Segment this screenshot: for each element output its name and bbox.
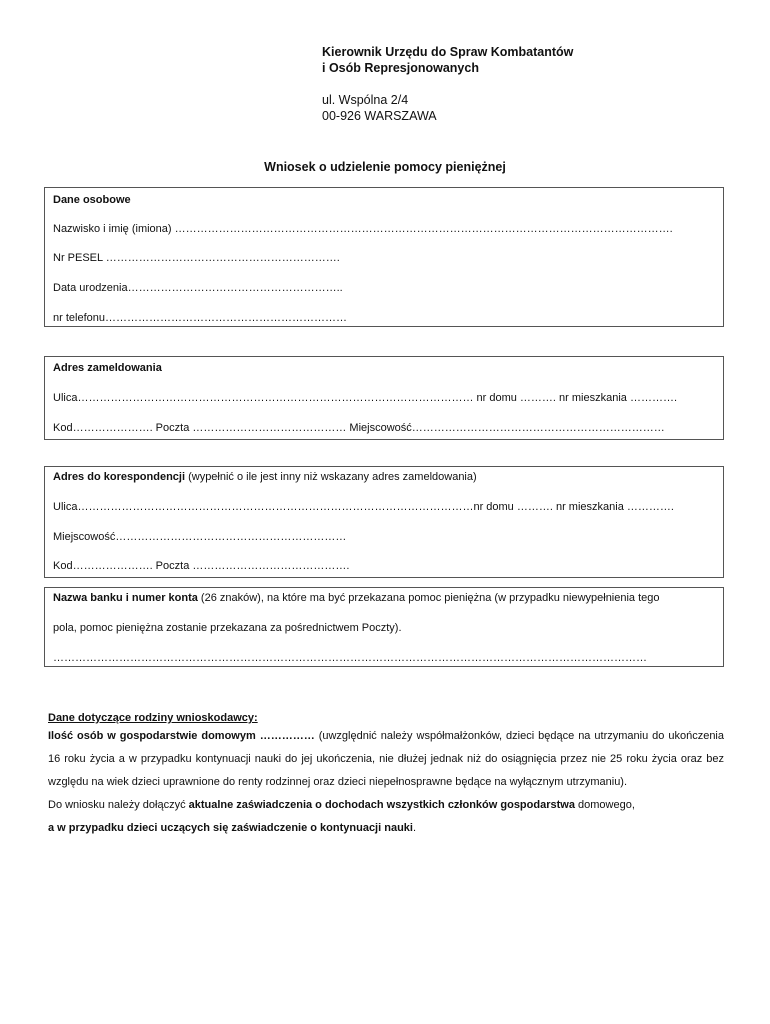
addressee-block [322, 44, 573, 124]
attachment-end: domowego, [574, 799, 635, 811]
registered-code-field[interactable]: Kod…………………. Poczta …………………………………… Miejscowość…………………………………………………………… [53, 422, 665, 434]
birth-date-field[interactable]: Data urodzenia………………………………………………….. [53, 282, 343, 294]
correspondence-city-field[interactable]: Miejscowość……………………………………………………… [53, 531, 347, 543]
correspondence-heading-line [53, 471, 477, 483]
personal-data-section [44, 187, 724, 327]
attachment-bold: aktualne zaświadczenia o dochodach wszystkich członków gospodarstwa [188, 799, 575, 811]
family-heading: Dane dotyczące rodziny wnioskodawcy: [48, 712, 258, 724]
registered-heading: Adres zameldowania [53, 362, 162, 374]
addressee-line1: Kierownik Urzędu do Spraw Kombatantów [322, 45, 574, 59]
household-count-paragraph [48, 725, 724, 794]
bank-account-section [44, 587, 724, 667]
phone-field[interactable]: nr telefonu………………………………………………………… [53, 312, 347, 324]
addressee-line2: i Osób Represjonowanych [322, 61, 479, 75]
registered-street-field[interactable]: Ulica……………………………………………………………………………………………… nr domu ………. nr mieszkania …………. [53, 392, 677, 404]
household-count-text: (uwzględnić należy współmałżonków, dzieci będące na utrzymaniu do ukończenia 16 roku życia a w przypadku kontynuacji nauki do jej ukończenia, nie dłużej jednak niż do osiągnięcia przez nie 25 roku życia oraz bez względu na wiek dzieci uprawnione do renty rodzinnej oraz dzieci niepełnosprawne będące na wyłącznym utrzymaniu). [48, 730, 724, 788]
attachment-paragraph [48, 794, 724, 840]
correspondence-code-field[interactable]: Kod…………………. Poczta ……………………………………. [53, 560, 350, 572]
personal-heading: Dane osobowe [53, 194, 131, 206]
attachment-line2: a w przypadku dzieci uczących się zaświadczenie o kontynuacji nauki [48, 822, 413, 834]
attachment-intro: Do wniosku należy dołączyć [48, 799, 189, 811]
pesel-field[interactable]: Nr PESEL ………………………………………………………. [53, 252, 340, 264]
bank-text2: pola, pomoc pieniężna zostanie przekazana za pośrednictwem Poczty). [53, 622, 402, 634]
attachment-dot: . [412, 822, 417, 834]
household-count-field[interactable]: Ilość osób w gospodarstwie domowym …………… [48, 730, 315, 742]
bank-text1: (26 znaków), na które ma być przekazana pomoc pieniężna (w przypadku niewypełnienia tego [197, 592, 660, 604]
correspondence-note: (wypełnić o ile jest inny niż wskazany adres zameldowania) [185, 471, 477, 483]
addressee-street: ul. Wspólna 2/4 [322, 93, 409, 107]
bank-account-field[interactable]: ……………………………………………………………………………………………………………………………………………… [53, 652, 647, 664]
bank-heading: Nazwa banku i numer konta [53, 592, 198, 604]
correspondence-address-section [44, 466, 724, 578]
addressee-city: 00-926 WARSZAWA [322, 109, 437, 123]
correspondence-street-field[interactable]: Ulica………………………………………………………………………………………………nr domu ………. nr mieszkania …………. [53, 501, 674, 513]
name-field[interactable]: Nazwisko i imię (imiona) ………………………………………………………………………………………………………………………. [53, 223, 673, 235]
registered-address-section [44, 356, 724, 440]
family-section [48, 711, 724, 840]
correspondence-heading: Adres do korespondencji [53, 471, 186, 483]
bank-heading-line [53, 592, 660, 604]
form-title: Wniosek o udzielenie pomocy pieniężnej [264, 160, 506, 174]
